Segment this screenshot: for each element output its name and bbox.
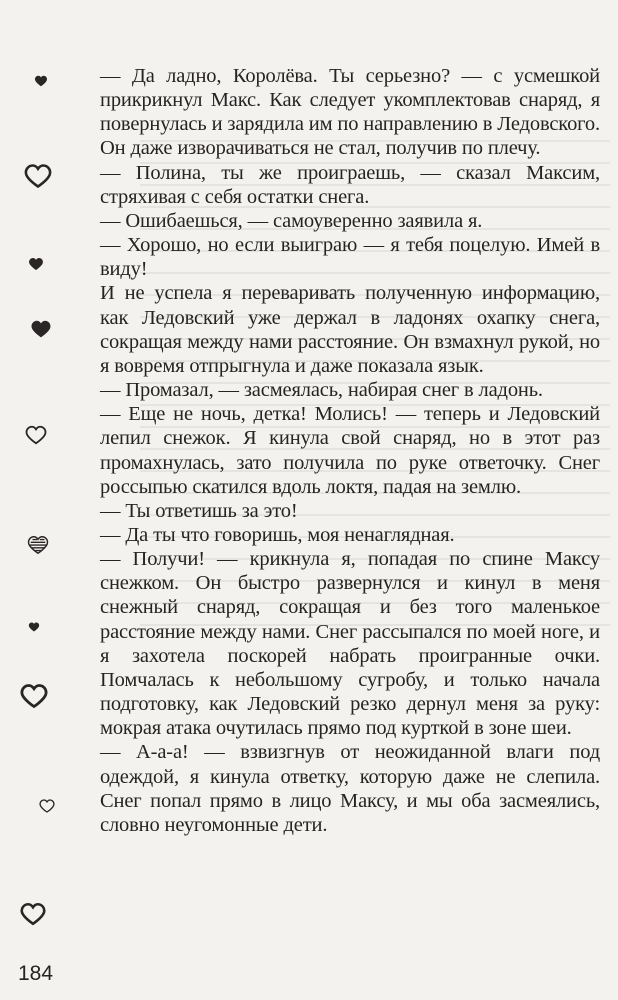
heart-outline-icon — [24, 162, 52, 190]
paragraph: — Ты ответишь за это! — [100, 499, 298, 522]
paragraph: — Да ладно, Королёва. Ты серьезно? — с усмешкой прикрикнул Макс. Как следует укомплектовав снаряд, я повернулась и зарядила им по направлению в Ледовского. Он даже изворачиваться не стал, получив по плечу. — [100, 65, 600, 160]
heart-filled-icon — [34, 74, 48, 88]
paragraph: И не успела я переваривать полученную информацию, как Ледовский уже держал в ладонях охапку снега, сокращая между нами расстояние. Он взмахнул рукой, но я вовремя отпрыгнула и даже показала язык. — [100, 282, 600, 377]
body-text — [100, 64, 600, 837]
heart-outline-icon — [20, 682, 48, 710]
margin-decoration — [14, 60, 64, 960]
heart-outline-icon — [24, 424, 48, 446]
heart-scribble-icon — [26, 534, 50, 556]
paragraph: — Да ты что говоришь, моя ненаглядная. — [100, 523, 455, 546]
heart-outline-icon — [20, 900, 46, 928]
heart-filled-icon — [28, 256, 44, 272]
paragraph: — А-а-а! — взвизгнув от неожиданной влаги под одеждой, я кинула ответку, которую даже не слепила. Снег попал прямо в лицо Максу, и мы оба засмеялись, словно неугомонные дети. — [100, 741, 600, 836]
paragraph: — Получи! — крикнула я, попадая по спине Максу снежком. Он быстро развернулся и кинул в меня снежный снаряд, сокращая и без того маленькое расстояние между нами. Снег рассыпался по моей ноге, и я захотела поскорей набрать проигранные очки. Помчалась к небольшому сугробу, и только начала подготовку, как Ледовский резко дернул меня за руку: мокрая атака очутилась прямо под курткой в зоне шеи. — [100, 548, 600, 740]
heart-filled-icon — [30, 318, 52, 340]
paragraph: — Полина, ты же проиграешь, — сказал Максим, стряхивая с себя остатки снега. — [100, 161, 600, 208]
paragraph: — Ошибаешься, — самоуверенно заявила я. — [100, 209, 483, 232]
paragraph: — Хорошо, но если выиграю — я тебя поцелую. Имей в виду! — [100, 234, 600, 281]
heart-outline-icon — [38, 798, 56, 814]
paragraph: — Еще не ночь, детка! Молись! — теперь и Ледовский лепил снежок. Я кинула свой снаряд, но в этот раз промахнулась, зато получила по руке ответочку. Снег россыпью скатился вдоль локтя, падая на землю. — [100, 403, 600, 498]
page-number: 184 — [18, 962, 54, 985]
heart-filled-icon — [28, 620, 40, 634]
paragraph: — Промазал, — засмеялась, набирая снег в ладонь. — [100, 379, 543, 402]
